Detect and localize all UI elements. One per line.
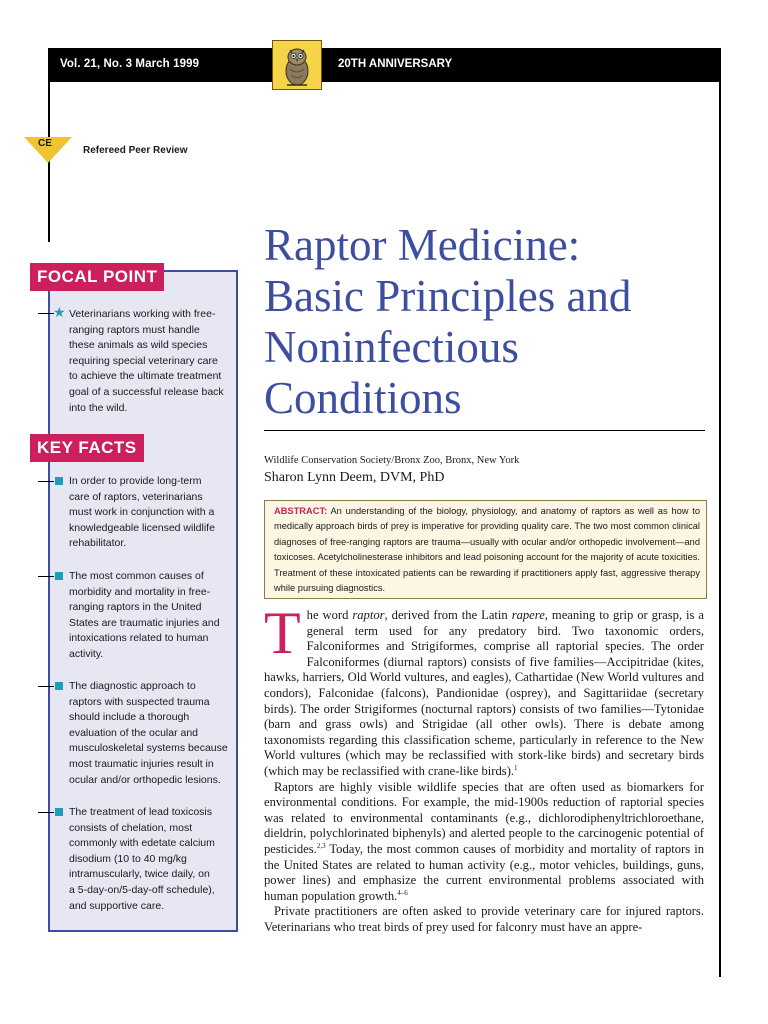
focal-point-heading: FOCAL POINT bbox=[30, 263, 164, 291]
bullet-square-icon bbox=[55, 682, 63, 690]
reference-marker: 2,3 bbox=[316, 841, 326, 850]
article-title: Raptor Medicine: Basic Principles and Noninfectious Conditions bbox=[264, 220, 632, 423]
bullet-square-icon bbox=[55, 808, 63, 816]
key-fact-item: The diagnostic approach to raptors with suspected trauma should include a thorough evaluation of the ocular and musculoskeletal systems because most traumatic injuries result in ocular and/or orthopedic lesions. bbox=[69, 680, 228, 786]
sidebar-tick bbox=[38, 686, 54, 687]
sidebar-tick bbox=[38, 812, 54, 813]
body-paragraph: Raptors are highly visible wildlife species that are often used as biomarkers for environmental conditions. For example, the mid-1900s reduction of raptorial species was related to environmental contaminants (e.g., dichlorodiphenyltrichloroethane, dieldrin, polychlorinated biphenyls) and alerted people to the carcinogenic potential of pesticides.$^{2,3}$ Today, the most common causes of morbidity and mortality of raptors in the United States are related to human activity (e.g., motor vehicles, buildings, guns, power lines) and emphasize the current environmental problems associated with human population growth.$^{4-6}$ bbox=[264, 779, 704, 903]
bullet-square-icon bbox=[55, 477, 63, 485]
sidebar-tick bbox=[38, 576, 54, 577]
peer-review-label: Refereed Peer Review bbox=[83, 145, 188, 156]
drop-cap: T bbox=[264, 600, 301, 666]
abstract-box bbox=[264, 500, 707, 599]
affiliation: Wildlife Conservation Society/Bronx Zoo, Bronx, New York bbox=[264, 455, 520, 466]
volume-issue: Vol. 21, No. 3 March 1999 bbox=[60, 58, 200, 70]
sidebar-rule bbox=[48, 290, 50, 930]
owl-icon bbox=[272, 40, 322, 90]
anniversary-label: 20TH ANNIVERSARY bbox=[338, 58, 453, 70]
author-name: Sharon Lynn Deem, DVM, PhD bbox=[264, 470, 445, 485]
focal-point-text: Veterinarians working with free- ranging raptors must handle these animals as wild species requiring special veterinary care to achieve the ultimate treatment goal of a successful release back into the wild. bbox=[69, 308, 224, 414]
article-body bbox=[264, 600, 704, 935]
body-paragraph: Private practitioners are often asked to provide veterinary care for injured raptors. Veterinarians who treat birds of prey used for falconry must have an appre- bbox=[264, 904, 704, 934]
body-paragraph: The word raptor, derived from the Latin rapere, meaning to grip or grasp, is a general term used for any predatory bird. Two taxonomic orders, Falconiformes and Strigiformes, comprise all raptorial species. The order Falconiformes (diurnal raptors) consists of five families—Accipitridae (kites, hawks, harriers, Old World vultures, and eagles), Cathartidae (New World vultures and condors), Falconidae (falcons), Pandionidae (osprey), and Sagittariidae (secretary birds). The order Strigiformes (nocturnal raptors) consists of two families—Tytonidae (barn and grass owls) and Strigidae (all other owls). There is debate among taxonomists regarding this classification scheme, particularly in reference to the New World vultures (which may be reclassified with stork-like birds) and secretary birds (which may be reclassified with crane-like birds).$^1$ bbox=[264, 600, 704, 778]
title-divider bbox=[264, 430, 705, 431]
ce-badge-label: CE bbox=[38, 138, 52, 149]
sidebar-tick bbox=[38, 313, 54, 314]
key-fact-item: The most common causes of morbidity and mortality in free- ranging raptors in the United States are traumatic injuries and intoxications related to human activity. bbox=[69, 570, 220, 660]
page-border-right bbox=[719, 82, 721, 977]
abstract-label: ABSTRACT: bbox=[274, 506, 328, 516]
reference-marker: 4–6 bbox=[397, 888, 408, 897]
bullet-square-icon bbox=[55, 572, 63, 580]
abstract-text: An understanding of the biology, physiology, and anatomy of raptors as well as how to medically approach birds of prey is imperative for providing quality care. The two most common clinical diagnoses of free-ranging raptors are trauma—usually with ocular and/or orthopedic involvement—and toxicoses. Acetylcholinesterase inhibitors and lead poisoning account for the majority of acute toxicities. Treatment of these intoxicated patients can be rewarding if practitioners apply fast, aggressive therapy while pursuing diagnostics. bbox=[274, 506, 700, 594]
key-facts-heading: KEY FACTS bbox=[30, 434, 144, 462]
sidebar-tick bbox=[38, 481, 54, 482]
reference-marker: 1 bbox=[514, 763, 518, 772]
key-fact-item: The treatment of lead toxicosis consists of chelation, most commonly with edetate calcium disodium (10 to 40 mg/kg intramuscularly, twice daily, on a 5-day-on/5-day-off schedule), and supportive care. bbox=[69, 806, 215, 912]
star-icon: ★ bbox=[53, 304, 66, 320]
key-fact-item: In order to provide long-term care of raptors, veterinarians must work in conjunction with a knowledgeable licensed wildlife rehabilitator. bbox=[69, 475, 215, 550]
